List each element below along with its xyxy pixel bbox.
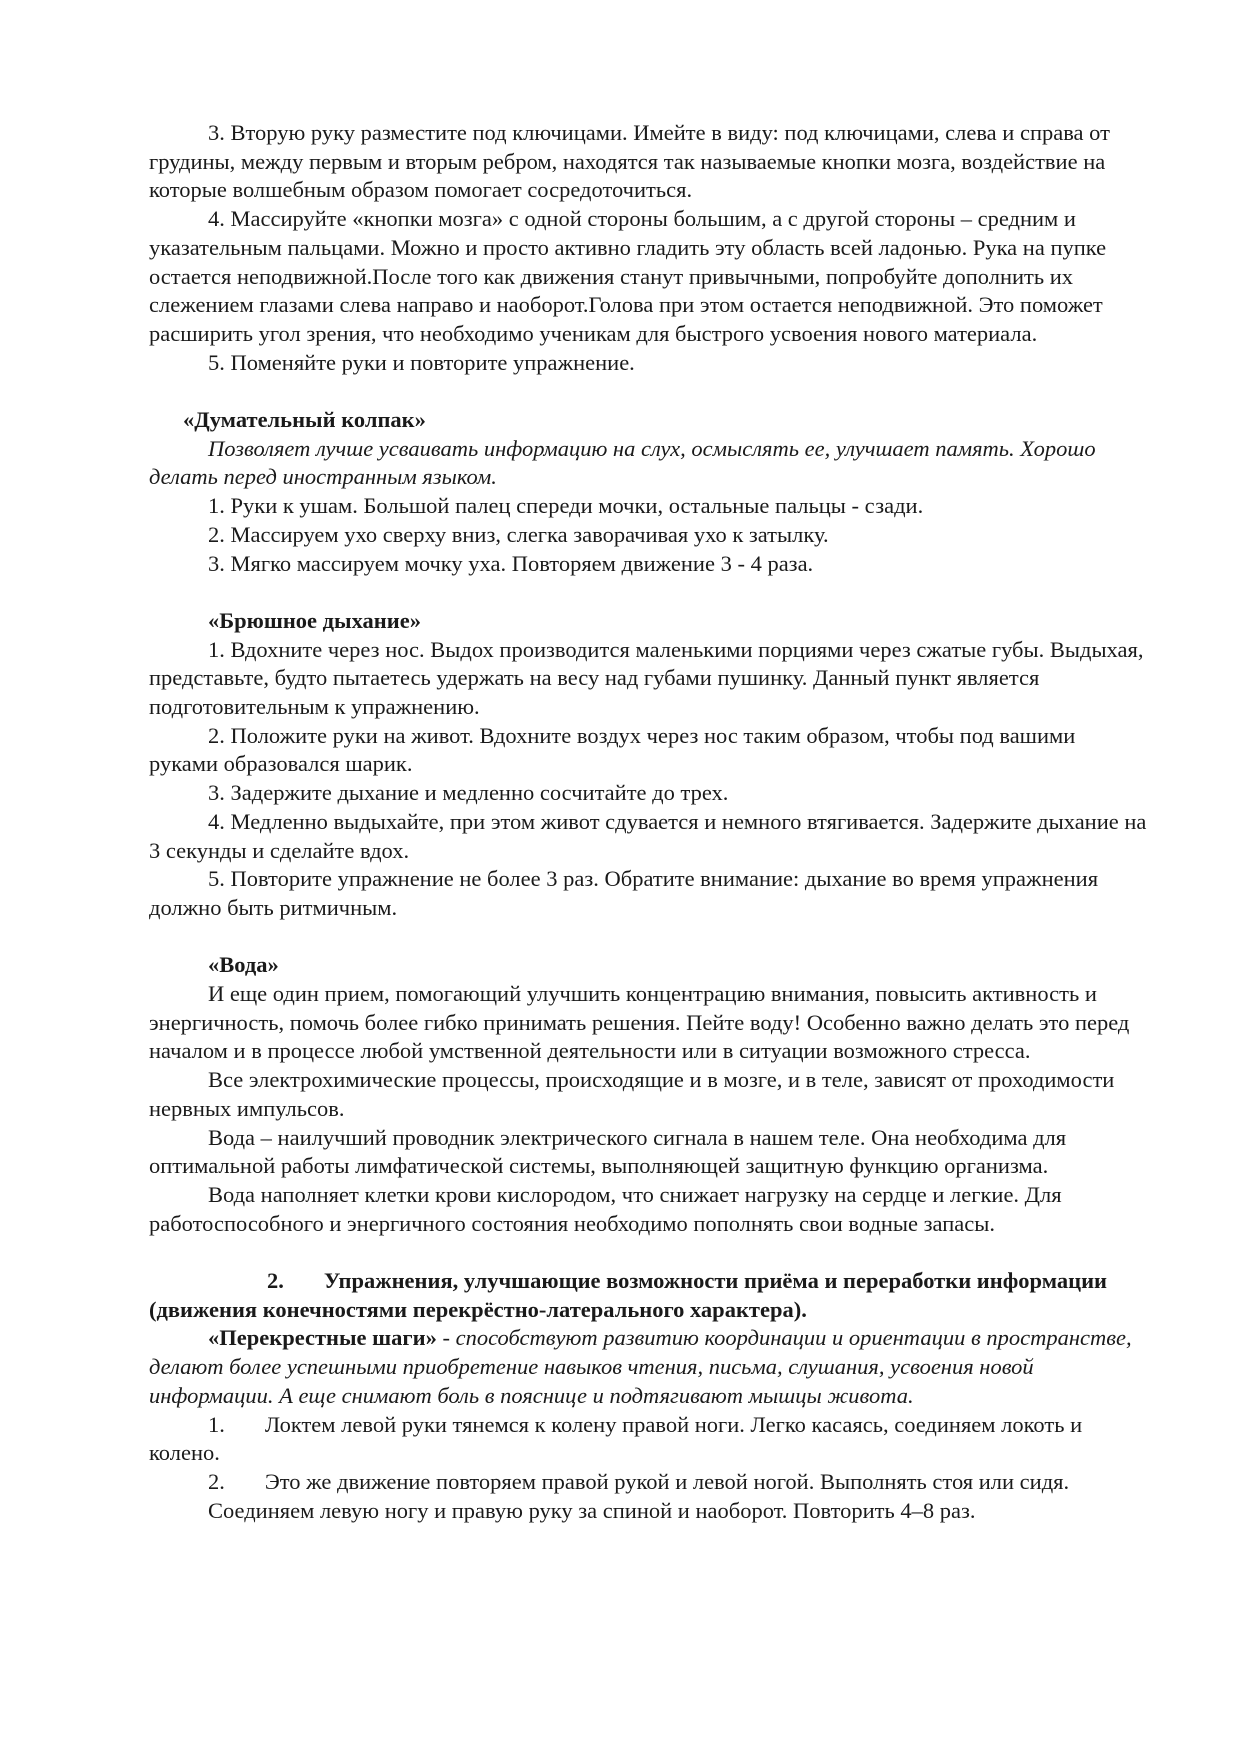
breath-item-1: 1. Вдохните через нос. Выдох производится маленькими порциями через сжатые губы. Выдыхая, представьте, будто пытаетесь удержать на весу над губами пушинку. Данный пункт является подготовительным к упражнению. <box>149 636 1144 720</box>
water-paragraph-4: Вода наполняет клетки крови кислородом, что снижает нагрузку на сердце и легкие. Для работоспособного и энергичного состояния необходимо пополнять свои водные запасы. <box>149 1181 1062 1236</box>
kolpak-intro: Позволяет лучше усваивать информацию на слух, осмыслять ее, улучшает память. Хорошо делать перед иностранным языком. <box>149 435 1096 490</box>
water-paragraph-3: Вода – наилучший проводник электрического сигнала в нашем теле. Она необходима для оптимальной работы лимфатической системы, выполняющей защитную функцию организма. <box>149 1124 1067 1179</box>
spacer <box>149 578 1148 607</box>
water-paragraph-1: И еще один прием, помогающий улучшить концентрацию внимания, повысить активность и энергичность, помочь более гибко принимать решения. Пейте воду! Особенно важно делать это перед началом и в процессе любой умственной деятельности или в ситуации возможного стресса. <box>149 981 1130 1064</box>
spacer <box>149 377 1148 406</box>
cross-steps-paragraph <box>149 1324 1148 1410</box>
heading-kolpak: «Думательный колпак» <box>183 407 426 433</box>
breath-item-2: 2. Положите руки на живот. Вдохните воздух через нос таким образом, чтобы под вашими руками образовался шарик. <box>149 722 1076 777</box>
kolpak-item-2: 2. Массируем ухо сверху вниз, слегка заворачивая ухо к затылку. <box>208 521 829 547</box>
section-2-number: 2. <box>267 1268 284 1294</box>
document-page <box>149 119 1148 1525</box>
kolpak-item-1: 1. Руки к ушам. Большой палец спереди мочки, остальные пальцы - сзади. <box>208 493 924 519</box>
paragraph-item-4: 4. Массируйте «кнопки мозга» с одной стороны большим, а с другой стороны – средним и указательным пальцами. Можно и просто активно гладить эту область всей ладонью. Рука на пупке остается неподвижной.После того как движения станут привычными, попробуйте дополнить их слежением глазами слева направо и наоборот.Голова при этом остается неподвижной. Это поможет расширить угол зрения, что необходимо ученикам для быстрого усвоения нового материала. <box>149 206 1107 346</box>
cross-item-2 <box>149 1468 1148 1497</box>
section-2-title: Упражнения, улучшающие возможности приёма и переработки информации (движения конечностями перекрёстно-латерального характера). <box>149 1268 1108 1322</box>
paragraph-item-5: 5. Поменяйте руки и повторите упражнение. <box>208 349 635 375</box>
cross-tail: Соединяем левую ногу и правую руку за спиной и наоборот. Повторить 4–8 раз. <box>208 1497 976 1523</box>
breath-item-3: 3. Задержите дыхание и медленно сосчитайте до трех. <box>208 780 729 806</box>
breath-item-4: 4. Медленно выдыхайте, при этом живот сдувается и немного втягивается. Задержите дыхание на 3 секунды и сделайте вдох. <box>149 808 1147 863</box>
water-paragraph-2: Все электрохимические процессы, происходящие и в мозге, и в теле, зависят от проходимости нервных импульсов. <box>149 1067 1115 1121</box>
spacer <box>149 923 1148 952</box>
heading-breath: «Брюшное дыхание» <box>208 607 421 633</box>
cross-item-2-number: 2. <box>208 1468 225 1494</box>
cross-item-1 <box>149 1411 1148 1468</box>
cross-item-1-text: Локтем левой руки тянемся к колену правой ноги. Легко касаясь, соединяем локоть и колено. <box>149 1411 1083 1466</box>
kolpak-item-3: 3. Мягко массируем мочку уха. Повторяем движение 3 - 4 раза. <box>208 550 814 576</box>
heading-water: «Вода» <box>208 952 279 978</box>
cross-item-1-number: 1. <box>208 1411 225 1437</box>
breath-item-5: 5. Повторите упражнение не более 3 раз. Обратите внимание: дыхание во время упражнения должно быть ритмичным. <box>149 866 1099 920</box>
paragraph-item-3: 3. Вторую руку разместите под ключицами. Имейте в виду: под ключицами, слева и справа от грудины, между первым и вторым ребром, находятся так называемые кнопки мозга, воздействие на которые волшебным образом помогает сосредоточиться. <box>149 120 1110 203</box>
cross-item-2-text: Это же движение повторяем правой рукой и левой ногой. Выполнять стоя или сидя. <box>264 1468 1070 1494</box>
spacer <box>149 1238 1148 1267</box>
heading-section-2 <box>149 1267 1148 1324</box>
cross-steps-title: «Перекрестные шаги» <box>208 1325 437 1351</box>
cross-steps-desc: - способствуют развитию координации и ориентации в пространстве, делают более успешными приобретение навыков чтения, письма, слушания, усвоения новой информации. А еще снимают боль в пояснице и подтягивают мышцы живота. <box>149 1325 1132 1408</box>
